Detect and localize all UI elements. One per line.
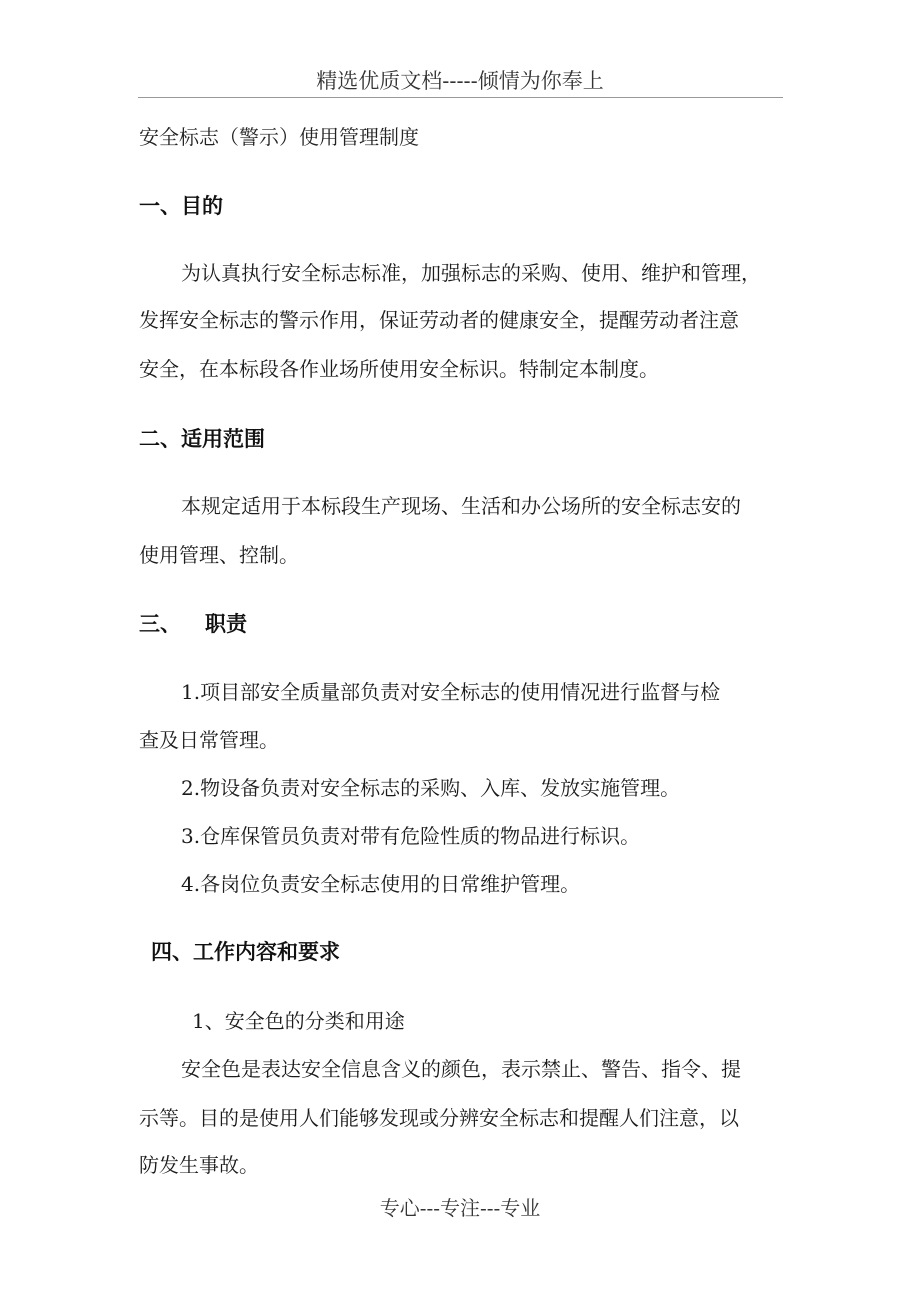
section-heading-scope: 二、适用范围 [139, 427, 265, 451]
section-heading-work: 四、工作内容和要求 [151, 940, 340, 964]
paragraph-line: 发挥安全标志的警示作用，保证劳动者的健康安全，提醒劳动者注意 [139, 308, 739, 332]
subsection-heading: 1、安全色的分类和用途 [192, 1009, 405, 1033]
list-item: 2.物设备负责对安全标志的采购、入库、发放实施管理。 [181, 776, 681, 800]
paragraph-line: 为认真执行安全标志标准，加强标志的采购、使用、维护和管理， [181, 261, 761, 285]
page-header: 精选优质文档-----倾情为你奉上 [316, 69, 604, 93]
document-title: 安全标志（警示）使用管理制度 [139, 125, 419, 149]
paragraph-line: 安全，在本标段各作业场所使用安全标识。特制定本制度。 [139, 357, 659, 381]
paragraph-line: 示等。目的是使用人们能够发现或分辨安全标志和提醒人们注意，以 [139, 1106, 739, 1130]
list-item: 1.项目部安全质量部负责对安全标志的使用情况进行监督与检 [181, 680, 721, 704]
list-item-continuation: 查及日常管理。 [139, 728, 279, 752]
paragraph-line: 使用管理、控制。 [139, 543, 299, 567]
list-item: 4.各岗位负责安全标志使用的日常维护管理。 [181, 872, 581, 896]
header-divider [138, 97, 783, 98]
paragraph-line: 安全色是表达安全信息含义的颜色，表示禁止、警告、指令、提 [181, 1057, 741, 1081]
paragraph-line: 防发生事故。 [139, 1153, 259, 1177]
paragraph-line: 本规定适用于本标段生产现场、生活和办公场所的安全标志安的 [181, 494, 741, 518]
section-heading-duties-number: 三、 [139, 612, 181, 636]
section-heading-duties-text: 职责 [205, 612, 247, 636]
page-footer: 专心---专注---专业 [379, 1196, 541, 1220]
list-item: 3.仓库保管员负责对带有危险性质的物品进行标识。 [181, 824, 641, 848]
section-heading-purpose: 一、目的 [139, 194, 223, 218]
